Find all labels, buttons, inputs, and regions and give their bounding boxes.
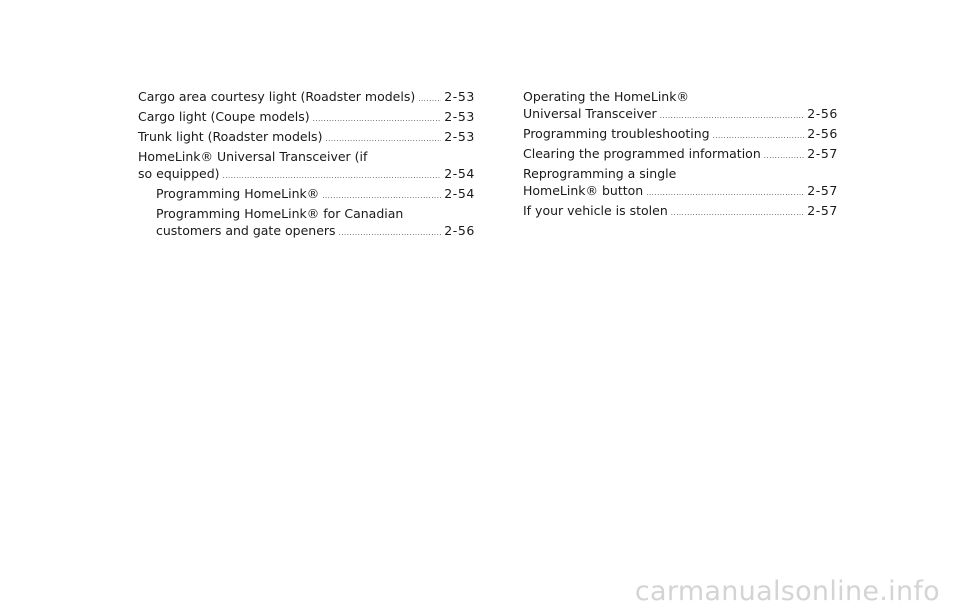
toc-entry-title: Clearing the programmed information: [523, 146, 761, 161]
dot-leader: [764, 148, 804, 165]
dot-leader: [646, 185, 804, 202]
toc-entry-reprogramming-single-button[interactable]: [523, 165, 838, 202]
toc-entry-operating-homelink[interactable]: [523, 88, 838, 125]
toc-entry-title: Programming troubleshooting: [523, 126, 710, 141]
toc-entry-title: Cargo light (Coupe models): [138, 109, 310, 124]
toc-entry-title: customers and gate openers: [156, 223, 336, 238]
toc-entry-programming-troubleshooting[interactable]: [523, 125, 838, 145]
dot-leader: [660, 108, 805, 125]
toc-column-right: [523, 88, 838, 222]
watermark: carmanualsonline.info: [634, 576, 940, 607]
toc-entry-title: so equipped): [138, 166, 220, 181]
toc-entry-page: 2-53: [444, 109, 475, 124]
toc-entry-cargo-light[interactable]: [138, 108, 475, 128]
toc-entry-cargo-area-courtesy-light[interactable]: [138, 88, 475, 108]
toc-entry-page: 2-56: [807, 126, 838, 141]
toc-entry-page: 2-54: [444, 186, 475, 201]
toc-entry-programming-homelink-canadian[interactable]: [138, 205, 475, 242]
dot-leader: [223, 168, 442, 185]
toc-entry-vehicle-stolen[interactable]: [523, 202, 838, 222]
toc-entry-page: 2-53: [444, 129, 475, 144]
toc-entry-title: If your vehicle is stolen: [523, 203, 668, 218]
toc-entry-programming-homelink[interactable]: [138, 185, 475, 205]
toc-entry-title: Cargo area courtesy light (Roadster models): [138, 89, 416, 104]
toc-entry-page: 2-53: [444, 89, 475, 104]
toc-entry-title-line1: HomeLink® Universal Transceiver (if: [138, 149, 368, 164]
toc-entry-trunk-light[interactable]: [138, 128, 475, 148]
toc-entry-page: 2-57: [807, 146, 838, 161]
toc-entry-page: 2-57: [807, 183, 838, 198]
dot-leader: [418, 91, 441, 108]
dot-leader: [713, 128, 805, 145]
dot-leader: [325, 131, 441, 148]
toc-entry-clearing-programmed-information[interactable]: [523, 145, 838, 165]
toc-column-left: [138, 88, 475, 242]
dot-leader: [671, 205, 804, 222]
toc-entry-page: 2-57: [807, 203, 838, 218]
dot-leader: [339, 225, 442, 242]
toc-entry-title: Programming HomeLink®: [156, 186, 320, 201]
toc-entry-title-line1: Programming HomeLink® for Canadian: [156, 206, 404, 221]
toc-entry-title-line1: Reprogramming a single: [523, 166, 677, 181]
dot-leader: [313, 111, 442, 128]
toc-entry-title-line1: Operating the HomeLink®: [523, 89, 689, 104]
dot-leader: [322, 188, 441, 205]
toc-entry-page: 2-56: [807, 106, 838, 121]
toc-entry-page: 2-54: [444, 166, 475, 181]
toc-entry-homelink-transceiver[interactable]: [138, 148, 475, 185]
toc-entry-page: 2-56: [444, 223, 475, 238]
toc-entry-title: HomeLink® button: [523, 183, 644, 198]
toc-entry-title: Universal Transceiver: [523, 106, 657, 121]
toc-entry-title: Trunk light (Roadster models): [138, 129, 323, 144]
